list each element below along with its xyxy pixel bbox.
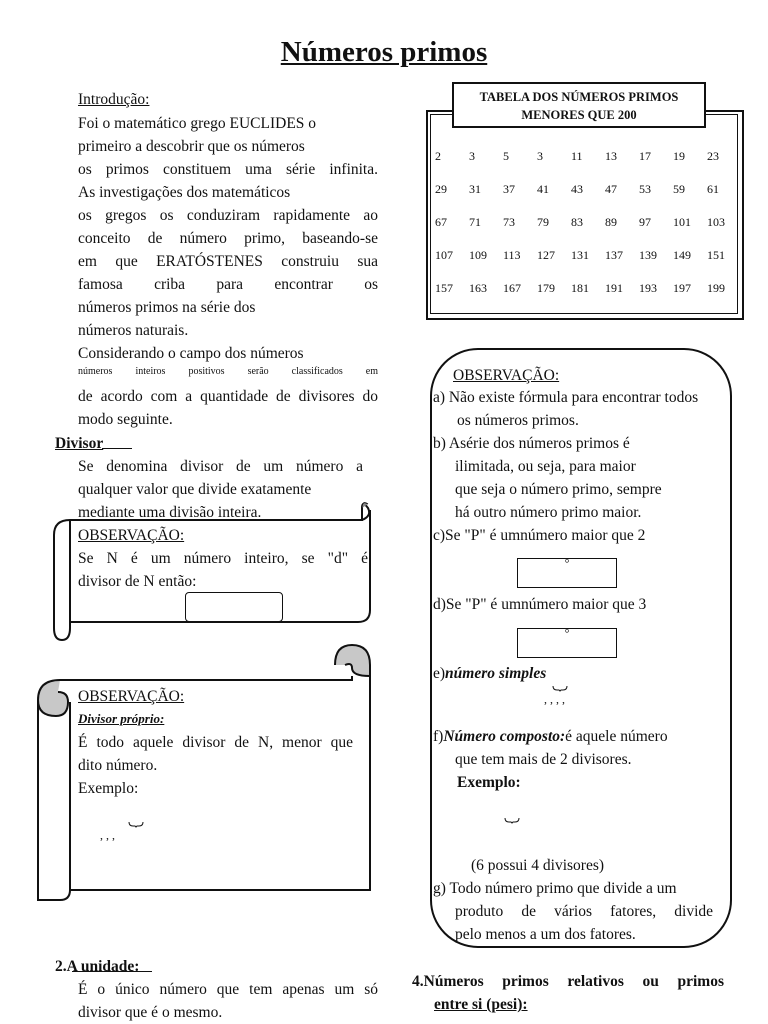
obs3-line: ilimitada, ou seja, para maior [455,458,636,475]
table-title [452,82,706,128]
table-cell: 181 [571,281,589,295]
table-cell: 5 [503,149,509,163]
unidade-body [78,978,378,1024]
obs3-e [433,662,546,685]
table-cell: 163 [469,281,487,295]
section4-line: entre si (pesi): [434,996,528,1013]
intro-line: Considerando o campo dos números [78,345,304,362]
table-cell: 151 [707,248,725,262]
formula-box-d [517,628,617,658]
intro-line: em que ERATÓSTENES construiu sua [78,253,378,270]
table-cell: 101 [673,215,691,229]
table-cell: 137 [605,248,623,262]
table-row [435,140,737,173]
table-cell: 79 [537,215,549,229]
obs3-line: que seja o número primo, sempre [455,481,662,498]
primes-table [435,140,737,305]
divisor-heading: Divisor [55,435,104,452]
table-cell: 167 [503,281,521,295]
obs3-a [433,386,728,432]
table-cell: 31 [469,182,481,196]
intro-line: os gregos os conduziram rapidamente ao [78,207,378,224]
obs3-d: d)Se "P" é umnúmero maior que 3 [433,596,647,613]
obs3-f-note: (6 possui 4 divisores) [471,857,605,874]
heading-underline [72,971,152,972]
intro-line: números primos na série dos [78,299,256,316]
table-cell: 19 [673,149,685,163]
obs2-line: dito número. [78,757,158,774]
table-cell: 61 [707,182,719,196]
obs3-e-marks: , , , , [544,692,565,706]
obs3-g [433,877,713,946]
section4-heading [412,970,724,1016]
table-row [435,272,737,305]
obs3-line: pelo menos a um dos fatores. [455,926,636,943]
table-row [435,173,737,206]
brace-icon [128,820,144,828]
table-cell: 191 [605,281,623,295]
table-cell: 149 [673,248,691,262]
obs1-heading: OBSERVAÇÃO: [78,527,185,544]
obs3-line: os números primos. [457,412,579,429]
table-cell: 73 [503,215,515,229]
table-cell: 11 [571,149,583,163]
divisor-line: Se denomina divisor de um número a [78,458,363,475]
table-cell: 71 [469,215,481,229]
table-cell: 131 [571,248,589,262]
obs3-e-prefix: e) [433,665,446,682]
intro-small-line: números inteiros positivos serão classificados em [78,366,378,377]
intro-line: Foi o matemático grego EUCLIDES o [78,115,317,132]
obs3-heading: OBSERVAÇÃO: [453,367,560,384]
obs2-line: É todo aquele divisor de N, menor que [78,734,353,751]
section4-line: 4.Números primos relativos ou primos [412,973,724,990]
obs3-f [433,725,723,794]
obs3-f-prefix: f) [433,728,444,745]
table-cell: 41 [537,182,549,196]
table-cell: 47 [605,182,617,196]
table-cell: 139 [639,248,657,262]
table-cell: 53 [639,182,651,196]
table-cell: 37 [503,182,515,196]
divisor-line: mediante uma divisão inteira. [78,504,262,521]
table-cell: 17 [639,149,651,163]
table-cell: 29 [435,182,447,196]
table-cell: 103 [707,215,725,229]
table-title-line: MENORES QUE 200 [521,108,637,122]
obs2-heading: OBSERVAÇÃO: [78,688,185,705]
obs3-f-line [433,725,723,748]
obs3-line: a) Não existe fórmula para encontrar todos [433,389,699,406]
obs3-b [433,432,713,524]
unidade-heading [55,955,139,978]
table-cell: 13 [605,149,617,163]
table-cell: 3 [537,149,543,163]
obs1-line: divisor de N então: [78,573,197,590]
table-cell: 197 [673,281,691,295]
obs3-c: c)Se "P" é umnúmero maior que 2 [433,527,646,544]
obs3-line: há outro número primo maior. [455,504,642,521]
table-cell: 157 [435,281,453,295]
table-cell: 113 [503,248,521,262]
formula-box-c [517,558,617,588]
table-cell: 2 [435,149,441,163]
obs3-f-label: Número composto: [443,728,566,745]
obs3-line: b) Asérie dos números primos é [433,435,630,452]
degree-mark: ° [564,556,570,570]
table-cell: 127 [537,248,555,262]
obs2-marks: , , , [100,828,115,842]
page-title: Números primos [280,36,488,68]
table-cell: 179 [537,281,555,295]
brace-icon [552,684,568,692]
intro-heading: Introdução: [78,91,150,108]
intro-line: modo seguinte. [78,411,173,428]
obs3-f-example: Exemplo: [457,774,521,791]
table-cell: 193 [639,281,657,295]
obs3-f-text: é aquele número [565,728,668,745]
obs3-e-label: número simples [445,665,547,682]
table-cell: 23 [707,149,719,163]
brace-icon [504,816,520,824]
table-row [435,206,737,239]
divisor-line: qualquer valor que divide exatamente [78,481,312,498]
obs3-line: g) Todo número primo que divide a um [433,880,677,897]
intro-line: famosa criba para encontrar os [78,276,378,293]
intro-line: As investigações dos matemáticos [78,184,291,201]
table-cell: 59 [673,182,685,196]
table-cell: 89 [605,215,617,229]
obs2-subheading: Divisor próprio: [78,711,165,726]
table-cell: 83 [571,215,583,229]
table-cell: 43 [571,182,583,196]
unidade-line: divisor que é o mesmo. [78,1004,223,1021]
intro-line: conceito de número primo, baseando-se [78,230,378,247]
intro-line: de acordo com a quantidade de divisores do [78,388,378,405]
table-cell: 3 [469,149,475,163]
degree-mark: ° [564,626,570,640]
table-cell: 107 [435,248,453,262]
intro-line: os primos constituem uma série infinita. [78,161,378,178]
unidade-heading-text: 2.A unidade: [55,958,140,975]
obs3-line: que tem mais de 2 divisores. [455,751,632,768]
table-cell: 109 [469,248,487,262]
unidade-line: É o único número que tem apenas um só [78,981,378,998]
table-cell: 67 [435,215,447,229]
obs1-line: Se N é um número inteiro, se "d" é [78,550,368,567]
intro-line: primeiro a descobrir que os números [78,138,305,155]
table-cell: 97 [639,215,651,229]
obs2-line: Exemplo: [78,780,139,797]
obs3-line: produto de vários fatores, divide [455,903,713,920]
table-row [435,239,737,272]
table-cell: 199 [707,281,725,295]
obs2-body [78,731,353,800]
intro-line: números naturais. [78,322,189,339]
table-title-line: TABELA DOS NÚMEROS PRIMOS [479,90,679,104]
